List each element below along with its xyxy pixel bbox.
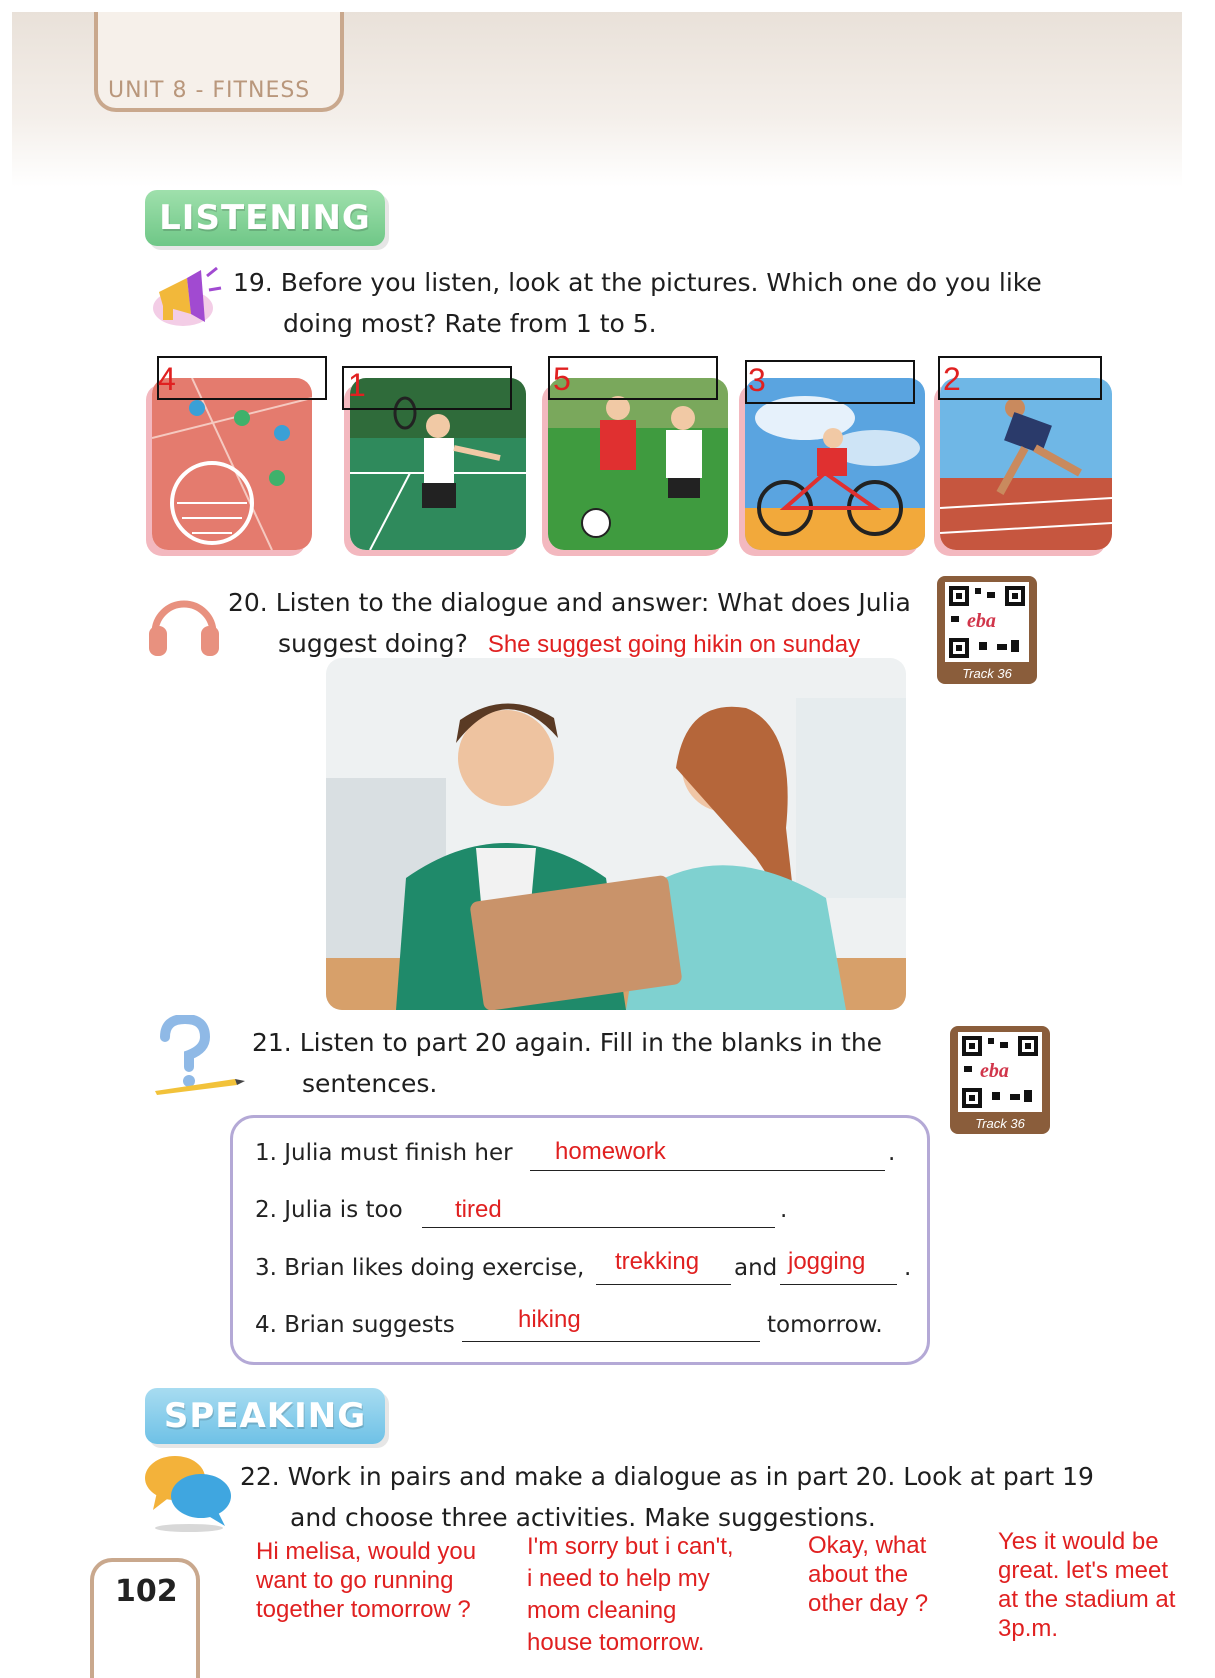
track-label-a: Track 36 <box>962 666 1012 681</box>
note-1-line-3: together tomorrow ? <box>256 1596 471 1623</box>
sentence-3-blank-1[interactable] <box>596 1284 731 1285</box>
unit-title: UNIT 8 - FITNESS <box>108 78 311 103</box>
rating-2: 1 <box>348 367 366 403</box>
headphones-icon <box>145 588 223 658</box>
dialogue-photo <box>326 658 906 1010</box>
sentence-3-suffix: . <box>904 1255 912 1281</box>
q21-line1: Listen to part 20 again. Fill in the blanks in the <box>299 1028 883 1057</box>
sentence-2-answer: tired <box>455 1196 502 1223</box>
sentence-3-and: and <box>734 1255 778 1281</box>
sentence-4-blank[interactable] <box>462 1341 760 1342</box>
q19-line1: Before you listen, look at the pictures. Which one do you like <box>280 268 1042 297</box>
rating-1: 4 <box>158 361 176 397</box>
q20-number: 20. <box>228 588 268 617</box>
dialogue-note-4 <box>998 1527 1175 1643</box>
sentence-3-answer-1: trekking <box>615 1248 700 1275</box>
note-4-line-4: 3p.m. <box>998 1615 1059 1642</box>
dialogue-note-2 <box>527 1531 734 1659</box>
sentence-2-prefix: 2. Julia is too <box>255 1197 403 1223</box>
question-19 <box>233 262 1093 344</box>
note-1-line-1: Hi melisa, would you <box>256 1538 477 1565</box>
note-1-line-2: want to go running <box>256 1567 454 1594</box>
photo-basketball <box>152 378 312 550</box>
note-3-line-3: other day ? <box>808 1590 929 1617</box>
sentence-1-suffix: . <box>888 1140 896 1166</box>
q22-line1: Work in pairs and make a dialogue as in part 20. Look at part 19 <box>287 1462 1094 1491</box>
q19-line2: doing most? Rate from 1 to 5. <box>283 309 657 338</box>
dialogue-note-3 <box>808 1531 928 1618</box>
q20-line2: suggest doing? <box>278 629 468 658</box>
sentence-4-prefix: 4. Brian suggests <box>255 1312 455 1338</box>
question-22 <box>240 1456 1140 1538</box>
sentence-1-answer: homework <box>555 1138 666 1165</box>
sentence-3-prefix: 3. Brian likes doing exercise, <box>255 1255 585 1281</box>
photo-sprinting <box>940 378 1112 550</box>
q20-line1: Listen to the dialogue and answer: What does Julia <box>275 588 911 617</box>
rating-box-2[interactable] <box>342 366 512 410</box>
rating-3: 5 <box>553 361 571 397</box>
page-number: 102 <box>115 1574 178 1609</box>
qr-code-track-36-b[interactable] <box>950 1026 1050 1134</box>
note-3-line-1: Okay, what <box>808 1532 927 1559</box>
note-2-line-1: I'm sorry but i can't, <box>527 1533 734 1560</box>
note-4-line-1: Yes it would be <box>998 1528 1159 1555</box>
track-label-b: Track 36 <box>975 1116 1025 1131</box>
question-mark-icon <box>145 1015 245 1095</box>
eba-logo: eba <box>967 610 996 632</box>
q21-number: 21. <box>252 1028 292 1057</box>
sentence-3-blank-2[interactable] <box>780 1284 897 1285</box>
note-2-line-2: i need to help my <box>527 1565 710 1592</box>
question-21 <box>252 1022 912 1104</box>
rating-box-1[interactable] <box>157 356 327 400</box>
q21-line2: sentences. <box>302 1069 438 1098</box>
speaking-heading: SPEAKING <box>145 1388 385 1444</box>
note-4-line-2: great. let's meet <box>998 1557 1168 1584</box>
sentence-4-suffix: tomorrow. <box>767 1312 883 1338</box>
note-3-line-2: about the <box>808 1561 909 1588</box>
sentence-2-blank[interactable] <box>422 1227 775 1228</box>
dialogue-note-1 <box>256 1537 476 1624</box>
listening-heading: LISTENING <box>145 190 385 246</box>
note-2-line-3: mom cleaning <box>527 1597 677 1624</box>
rating-5: 2 <box>943 361 961 397</box>
sentence-3-answer-2: jogging <box>788 1248 866 1275</box>
speech-bubbles-icon <box>143 1452 233 1532</box>
q22-line2: and choose three activities. Make suggestions. <box>290 1503 876 1532</box>
note-2-line-4: house tomorrow. <box>527 1629 705 1656</box>
photo-football <box>548 378 728 550</box>
sentence-1-prefix: 1. Julia must finish her <box>255 1140 513 1166</box>
rating-4: 3 <box>748 362 766 398</box>
sentence-4-answer: hiking <box>518 1306 581 1333</box>
eba-logo: eba <box>980 1060 1009 1082</box>
q20-answer: She suggest going hikin on sunday <box>487 631 861 658</box>
q19-number: 19. <box>233 268 273 297</box>
rating-box-3[interactable] <box>548 356 718 400</box>
sentence-2-suffix: . <box>780 1197 788 1223</box>
qr-code-track-36-a[interactable] <box>937 576 1037 684</box>
note-4-line-3: at the stadium at <box>998 1586 1176 1613</box>
q22-number: 22. <box>240 1462 280 1491</box>
megaphone-icon <box>145 262 225 330</box>
rating-box-5[interactable] <box>938 356 1102 400</box>
sentence-1-blank[interactable] <box>530 1170 885 1171</box>
rating-box-4[interactable] <box>745 360 915 404</box>
question-20 <box>228 582 928 665</box>
